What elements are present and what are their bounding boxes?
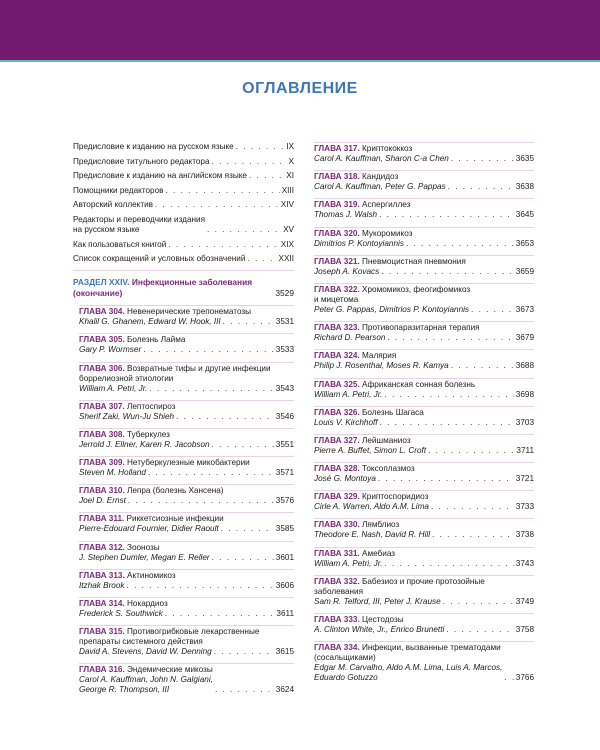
chapter-entry[interactable] <box>314 406 534 428</box>
chapter-heading <box>79 402 294 412</box>
chapter-heading <box>314 285 534 305</box>
chapter-entry[interactable] <box>79 512 294 534</box>
chapter-entry[interactable] <box>79 569 294 591</box>
chapter-number: ГЛАВА 329. <box>314 492 360 502</box>
chapter-authors-row <box>314 502 534 512</box>
chapter-page: 3551 <box>275 439 294 449</box>
chapter-authors-row <box>79 609 294 619</box>
chapter-authors: William A. Petri, Jr. <box>314 558 383 568</box>
chapter-number: ГЛАВА 316. <box>79 665 125 675</box>
leader-dots <box>448 182 514 192</box>
leader-dots <box>431 502 514 512</box>
chapter-entry[interactable] <box>314 255 534 277</box>
chapter-authors-row <box>314 474 534 484</box>
chapter-title: Лепра (болезнь Хансена) <box>124 486 224 496</box>
chapter-page: 3703 <box>515 417 534 427</box>
toc-entry[interactable] <box>73 157 294 167</box>
chapter-heading <box>314 172 534 182</box>
chapter-title: Болезнь Шагаса <box>359 407 424 417</box>
chapter-heading <box>314 615 534 625</box>
chapter-heading <box>79 307 294 317</box>
chapter-heading <box>314 549 534 559</box>
chapter-entry[interactable] <box>79 333 294 355</box>
chapter-heading <box>314 380 534 390</box>
leader-dots <box>212 157 287 167</box>
chapter-title: Аспергиллез <box>359 200 411 210</box>
entry-title: Список сокращений и условных обозначений <box>73 254 246 264</box>
leader-dots <box>207 225 281 235</box>
chapter-entry[interactable] <box>79 428 294 450</box>
chapter-heading <box>314 643 534 663</box>
chapter-authors-row <box>314 663 534 683</box>
chapter-number: ГЛАВА 312. <box>79 542 125 552</box>
chapter-number: ГЛАВА 330. <box>314 520 360 530</box>
leader-dots <box>451 154 514 164</box>
chapter-authors-row <box>79 675 294 695</box>
chapter-authors: Carol A. Kauffman, Sharon C-a Chen <box>314 154 449 163</box>
leader-dots <box>451 361 514 371</box>
chapter-authors-row <box>314 361 534 371</box>
chapter-page: 3673 <box>515 304 534 314</box>
section-page: 3529 <box>275 287 294 298</box>
chapter-authors: Theodore E. Nash, David R. Hill <box>314 530 431 540</box>
toc-entry[interactable] <box>73 186 294 196</box>
entry-title: Авторский коллектив <box>73 200 153 210</box>
toc-entry[interactable] <box>73 254 294 264</box>
chapter-entry[interactable] <box>314 641 534 683</box>
chapter-authors: Edgar M. Carvalho, Aldo A.M. Lima, Luis A. Marcos, Eduardo Gotuzzo <box>314 663 503 683</box>
chapter-heading <box>79 364 294 384</box>
entry-title: Предисловие к изданию на русском языке <box>73 142 234 151</box>
chapter-entry[interactable] <box>314 462 534 484</box>
chapter-page: 3543 <box>275 383 294 393</box>
chapter-authors: Thomas J. Walsh <box>314 210 378 220</box>
chapter-entry[interactable] <box>314 349 534 371</box>
entry-page: XIII <box>281 185 294 195</box>
chapter-entry[interactable] <box>314 434 534 456</box>
chapter-authors: Louis V. Kirchhoff <box>314 417 378 427</box>
chapter-title: Болезнь Лайма <box>124 335 186 345</box>
chapter-number: ГЛАВА 304. <box>79 307 125 317</box>
leader-dots <box>165 186 279 196</box>
toc-left-column <box>73 142 294 702</box>
chapter-authors-row <box>314 390 534 400</box>
chapter-authors-row <box>79 496 294 506</box>
leader-dots <box>443 597 514 607</box>
leader-dots <box>249 171 284 181</box>
leader-dots <box>236 142 285 152</box>
chapter-heading <box>314 200 534 210</box>
chapter-authors-row <box>314 154 534 164</box>
chapter-title: Лейшманиоз <box>359 435 411 445</box>
chapter-authors-row <box>79 524 294 534</box>
toc-entry[interactable] <box>73 240 294 250</box>
leader-dots <box>221 524 274 534</box>
chapter-entry[interactable] <box>314 198 534 220</box>
chapter-title: Криптоспоридиоз <box>359 492 429 502</box>
chapter-authors-row <box>79 345 294 355</box>
chapter-number: ГЛАВА 313. <box>79 570 125 580</box>
chapter-title: Лептоспироз <box>124 401 176 411</box>
leader-dots <box>380 418 514 428</box>
chapter-title: Эндемические микозы <box>124 665 213 675</box>
chapter-number: ГЛАВА 319. <box>314 200 360 210</box>
chapter-authors: Khalil G. Ghanem, Edward W. Hook, III <box>79 317 221 327</box>
chapter-page: 3576 <box>275 496 294 506</box>
chapter-page: 3531 <box>275 317 294 327</box>
chapter-authors-row <box>79 440 294 450</box>
chapter-authors-row <box>314 182 534 192</box>
chapter-list-right <box>314 142 534 683</box>
header-divider <box>0 60 600 62</box>
chapter-title: Хромомикоз, феогифомикоз и мицетома <box>314 284 471 304</box>
chapter-heading <box>79 571 294 581</box>
chapter-page: 3585 <box>275 524 294 534</box>
chapter-number: ГЛАВА 305. <box>79 335 125 345</box>
chapter-heading <box>79 335 294 345</box>
chapter-number: ГЛАВА 306. <box>79 363 125 373</box>
chapter-title: Малярия <box>359 351 397 361</box>
chapter-heading <box>314 436 534 446</box>
chapter-entry[interactable] <box>314 378 534 400</box>
chapter-authors-row <box>314 597 534 607</box>
leader-dots <box>428 446 514 456</box>
leader-dots <box>155 200 279 210</box>
chapter-title: Лямблиоз <box>359 520 400 530</box>
chapter-authors: Peter G. Pappas, Dimitrios P. Kontoyiannis <box>314 304 470 314</box>
chapter-authors-row <box>79 553 294 563</box>
chapter-page: 3659 <box>515 266 534 276</box>
chapter-page: 3645 <box>515 210 534 220</box>
preface-list <box>73 142 294 264</box>
chapter-page: 3533 <box>275 345 294 355</box>
leader-dots <box>378 474 514 484</box>
chapter-page: 3638 <box>515 182 534 192</box>
chapter-heading <box>314 351 534 361</box>
chapter-page: 3571 <box>275 468 294 478</box>
leader-dots <box>143 345 274 355</box>
chapter-title: Невенерические трепонематозы <box>124 307 252 317</box>
chapter-authors-row <box>314 210 534 220</box>
chapter-page: 3688 <box>515 361 534 371</box>
leader-dots <box>212 440 274 450</box>
chapter-title: Бабезиоз и прочие протозойные заболевания <box>314 576 485 596</box>
chapter-heading <box>79 514 294 524</box>
chapter-entry[interactable] <box>79 541 294 563</box>
chapter-entry[interactable] <box>314 142 534 164</box>
entry-title: Как пользоваться книгой <box>73 239 167 249</box>
chapter-page: 3766 <box>515 673 534 683</box>
chapter-authors-row <box>314 267 534 277</box>
chapter-heading <box>314 257 534 267</box>
entry-page: IX <box>286 142 294 151</box>
chapter-title: Пневмоцистная пневмония <box>359 256 466 266</box>
chapter-entry[interactable] <box>314 170 534 192</box>
chapter-heading <box>314 144 534 154</box>
chapter-entry[interactable] <box>314 575 534 607</box>
chapter-page: 3711 <box>516 445 534 455</box>
chapter-number: ГЛАВА 314. <box>79 599 125 609</box>
chapter-page: 3635 <box>515 154 534 163</box>
chapter-authors: Itzhak Brook <box>79 580 125 590</box>
chapter-number: ГЛАВА 307. <box>79 401 125 411</box>
chapter-authors: Joel D. Ernst <box>79 496 126 506</box>
chapter-number: ГЛАВА 320. <box>314 228 360 238</box>
chapter-entry[interactable] <box>79 597 294 619</box>
chapter-title: Риккетсиозные инфекции <box>124 514 224 524</box>
chapter-authors-row <box>314 625 534 635</box>
leader-dots <box>165 609 275 619</box>
chapter-authors: Jerrold J. Ellner, Karen R. Jacobson <box>79 439 210 449</box>
chapter-page: 3743 <box>515 558 534 568</box>
leader-dots <box>379 210 514 220</box>
chapter-number: ГЛАВА 309. <box>79 458 125 468</box>
chapter-heading <box>79 599 294 609</box>
chapter-page: 3601 <box>275 552 294 562</box>
chapter-heading <box>314 492 534 502</box>
leader-dots <box>384 390 513 400</box>
chapter-authors-row <box>314 446 534 456</box>
entry-page: XI <box>286 171 294 181</box>
chapter-authors: Carol A. Kauffman, Peter G. Pappas <box>314 182 446 192</box>
leader-dots <box>406 239 514 249</box>
chapter-entry[interactable] <box>79 400 294 422</box>
chapter-title: Противопаразитарная терапия <box>359 323 480 333</box>
chapter-title: Кандидоз <box>359 172 399 182</box>
leader-dots <box>149 384 273 394</box>
chapter-entry[interactable] <box>79 625 294 657</box>
chapter-number: ГЛАВА 311. <box>79 514 125 524</box>
chapter-number: ГЛАВА 326. <box>314 407 360 417</box>
leader-dots <box>127 581 274 591</box>
chapter-title: Токсоплазмоз <box>359 464 415 474</box>
chapter-authors: Dimitrios P. Kontoyiannis <box>314 238 404 248</box>
leader-dots <box>212 553 274 563</box>
chapter-page: 3758 <box>515 625 534 634</box>
chapter-heading <box>79 458 294 468</box>
leader-dots <box>471 305 514 315</box>
chapter-number: ГЛАВА 324. <box>314 351 360 361</box>
chapter-authors: David A. Stevens, David W. Denning <box>79 647 212 657</box>
chapter-authors: Frederick S. Southwick <box>79 609 163 619</box>
chapter-authors-row <box>314 418 534 428</box>
chapter-heading <box>314 520 534 530</box>
chapter-number: ГЛАВА 308. <box>79 429 125 439</box>
entry-page: XIX <box>280 239 294 249</box>
chapter-entry[interactable] <box>314 227 534 249</box>
entry-title: Редакторы и переводчики издания на русском языке <box>73 214 206 234</box>
leader-dots <box>176 412 274 422</box>
leader-dots <box>446 625 513 635</box>
chapter-page: 3749 <box>515 596 534 606</box>
entry-page: XXII <box>278 254 294 264</box>
entry-page: XV <box>283 224 294 234</box>
chapter-authors: William A. Petri, Jr. <box>314 389 383 399</box>
chapter-title: Криптококкоз <box>359 144 413 153</box>
chapter-number: ГЛАВА 328. <box>314 464 360 474</box>
leader-dots <box>128 496 274 506</box>
chapter-authors-row <box>79 412 294 422</box>
chapter-authors-row <box>79 384 294 394</box>
leader-dots <box>214 647 274 657</box>
chapter-entry[interactable] <box>79 663 294 695</box>
chapter-authors: Steven M. Holland <box>79 468 146 478</box>
chapter-authors: J. Stephen Dumler, Megan E. Reller <box>79 552 210 562</box>
chapter-number: ГЛАВА 331. <box>314 548 360 558</box>
chapter-number: ГЛАВА 334. <box>314 643 360 653</box>
chapter-title: Возвратные тифы и другие инфекции боррелиозной этиологии <box>79 363 271 383</box>
chapter-heading <box>314 464 534 474</box>
section-title: Инфекционные заболевания (окончание) <box>73 277 253 298</box>
toc-entry[interactable] <box>73 200 294 210</box>
chapter-entry[interactable] <box>79 484 294 506</box>
chapter-authors-row <box>314 559 534 569</box>
chapter-authors: William A. Petri, Jr. <box>79 383 148 393</box>
chapter-entry[interactable] <box>314 283 534 315</box>
chapter-number: ГЛАВА 310. <box>79 486 125 496</box>
chapter-page: 3611 <box>276 609 294 619</box>
chapter-heading <box>314 408 534 418</box>
leader-dots <box>381 267 514 277</box>
entry-title: Помощники редакторов <box>73 185 164 195</box>
chapter-title: Амебиаз <box>359 548 396 558</box>
chapter-entry[interactable] <box>314 518 534 540</box>
leader-dots <box>148 468 274 478</box>
leader-dots <box>387 333 513 343</box>
chapter-page: 3653 <box>515 238 534 248</box>
leader-dots <box>504 673 513 683</box>
chapter-authors: Sam R. Telford, III, Peter J. Krause <box>314 596 441 606</box>
chapter-number: ГЛАВА 315. <box>79 627 125 637</box>
chapter-heading <box>79 665 294 675</box>
chapter-authors: Pierre A. Buffet, Simon L. Croft <box>314 445 427 455</box>
chapter-authors-row <box>79 468 294 478</box>
chapter-authors: Sherif Zaki, Wun-Ju Shieh <box>79 411 175 421</box>
chapter-page: 3606 <box>275 580 294 590</box>
chapter-authors: Gary P. Wormser <box>79 345 142 355</box>
entry-page: X <box>288 156 294 166</box>
chapter-entry[interactable] <box>79 456 294 478</box>
chapter-title: Нокардиоз <box>124 599 168 609</box>
header-bar <box>0 0 600 60</box>
chapter-page: 3738 <box>515 530 534 540</box>
leader-dots <box>223 317 274 327</box>
chapter-authors: Pierre-Edouard Fournier, Didier Raoult <box>79 524 219 534</box>
chapter-number: ГЛАВА 323. <box>314 323 360 333</box>
chapter-heading <box>314 229 534 239</box>
chapter-page: 3546 <box>275 411 294 421</box>
chapter-page: 3698 <box>515 389 534 399</box>
chapter-entry[interactable] <box>314 490 534 512</box>
chapter-page: 3615 <box>275 647 294 657</box>
chapter-heading <box>314 323 534 333</box>
chapter-page: 3733 <box>515 502 534 512</box>
chapter-entry[interactable] <box>79 305 294 327</box>
toc-right-column <box>314 142 534 689</box>
chapter-authors: Carol A. Kauffman, John N. Galgiani, George R. Thompson, III <box>79 675 213 695</box>
leader-dots <box>168 240 278 250</box>
chapter-heading <box>79 543 294 553</box>
chapter-number: ГЛАВА 327. <box>314 435 360 445</box>
leader-dots <box>384 559 513 569</box>
chapter-authors: Joseph A. Kovacs <box>314 266 380 276</box>
chapter-title: Туберкулез <box>124 429 170 439</box>
chapter-authors: Philip J. Rosenthal, Moses R. Kamya <box>314 361 449 371</box>
chapter-authors: José G. Montoya <box>314 474 376 484</box>
chapter-entry[interactable] <box>314 321 534 343</box>
section-divider <box>73 270 294 271</box>
chapter-authors-row <box>314 333 534 343</box>
chapter-authors-row <box>314 530 534 540</box>
entry-page: XIV <box>280 200 294 210</box>
chapter-authors: Cirle A. Warren, Aldo A.M. Lima <box>314 502 429 512</box>
chapter-heading <box>79 627 294 647</box>
chapter-heading <box>314 577 534 597</box>
chapter-number: ГЛАВА 322. <box>314 284 360 294</box>
toc-entry[interactable] <box>73 142 294 152</box>
chapter-heading <box>79 430 294 440</box>
chapter-authors: Richard D. Pearson <box>314 333 386 343</box>
chapter-title: Нетуберкулезные микобактерии <box>124 458 250 468</box>
chapter-page: 3679 <box>515 333 534 343</box>
chapter-entry[interactable] <box>79 362 294 394</box>
chapter-number: ГЛАВА 318. <box>314 172 360 182</box>
chapter-list-left <box>73 305 294 695</box>
chapter-authors-row <box>314 305 534 315</box>
section-heading[interactable] <box>73 277 294 298</box>
chapter-number: ГЛАВА 317. <box>314 144 360 153</box>
chapter-title: Зоонозы <box>124 542 160 552</box>
chapter-page: 3721 <box>515 474 534 484</box>
chapter-entry[interactable] <box>314 547 534 569</box>
chapter-title: Мукоромикоз <box>359 228 413 238</box>
leader-dots <box>215 685 274 695</box>
toc-entry[interactable] <box>73 215 294 235</box>
chapter-authors-row <box>79 647 294 657</box>
chapter-number: ГЛАВА 332. <box>314 576 360 586</box>
chapter-authors-row <box>314 239 534 249</box>
chapter-authors-row <box>79 581 294 591</box>
chapter-number: ГЛАВА 333. <box>314 615 360 624</box>
chapter-number: ГЛАВА 321. <box>314 256 360 266</box>
chapter-title: Цестодозы <box>359 615 404 624</box>
page-title: ОГЛАВЛЕНИЕ <box>242 80 358 97</box>
chapter-title: Африканская сонная болезнь <box>359 379 476 389</box>
entry-title: Предисловие титульного редактора <box>73 156 210 166</box>
chapter-number: ГЛАВА 325. <box>314 379 360 389</box>
toc-entry[interactable] <box>73 171 294 181</box>
leader-dots <box>432 530 514 540</box>
leader-dots <box>247 254 276 264</box>
chapter-title: Инфекции, вызванные трематодами (сосальщиками) <box>314 643 501 663</box>
chapter-authors-row <box>79 317 294 327</box>
chapter-title: Актиномикоз <box>124 570 176 580</box>
chapter-entry[interactable] <box>314 613 534 635</box>
section-label: РАЗДЕЛ XXIV. <box>73 277 130 288</box>
chapter-page: 3624 <box>275 685 294 695</box>
chapter-title: Противогрибковые лекарственные препараты системного действия <box>79 627 260 647</box>
entry-title: Предисловие к изданию на английском языке <box>73 171 247 181</box>
chapter-heading <box>79 486 294 496</box>
chapter-authors: A. Clinton White, Jr., Enrico Brunetti <box>314 625 445 634</box>
